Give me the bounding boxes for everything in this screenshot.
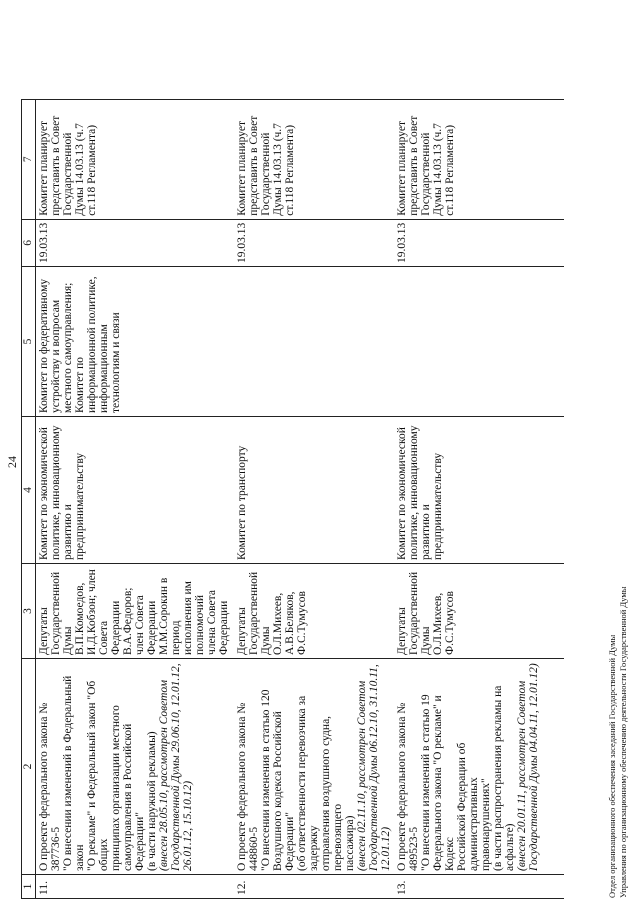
bill-line: "О рекламе" и Федеральный закон "Об общих bbox=[86, 680, 110, 871]
bill-line: отправления воздушного судна, перевозящего bbox=[319, 715, 344, 871]
row-number: 11. bbox=[36, 875, 234, 899]
bill-line: (в части наружной рекламы) bbox=[146, 731, 158, 871]
page-number: 24 bbox=[5, 456, 19, 468]
col-header-7: 7 bbox=[22, 99, 36, 219]
co-committees: Комитет по федеративному устройству и вопросам местного самоуправления; Комитет по информационной политике, информационным технологиям и связи bbox=[36, 267, 234, 417]
responsible-committee: Комитет по транспорту bbox=[234, 417, 394, 564]
header-row bbox=[22, 99, 36, 898]
bill-authors: Депутаты Государственной Думы О.Л.Михеев, Ф.С.Тумусов bbox=[394, 564, 564, 659]
planned-action: Комитет планирует представить в Совет Государственной Думы 14.03.13 (ч.7 ст.118 Регламента) bbox=[36, 99, 234, 219]
bill-authors: Депутаты Государственной Думы В.П.Комоедов, И.Д.Кобзон; член Совета Федерации В.А.Федоров; член Совета Федерации М.М.Сорокин в период исполнения им полномочий члена Совета Федерации bbox=[36, 564, 234, 659]
co-committees bbox=[394, 267, 564, 417]
bill-line: "О внесении изменения в статью 120 bbox=[259, 689, 272, 871]
table-row bbox=[36, 99, 234, 898]
bill-description bbox=[234, 659, 394, 875]
footer-line-2: Управления по организационному обеспечению деятельности Государственной Думы bbox=[618, 586, 628, 898]
bill-line: пассажира) bbox=[343, 815, 356, 871]
bill-line: О проекте федерального закона № 387736-5 bbox=[38, 702, 62, 871]
col-header-2: 2 bbox=[22, 659, 36, 875]
bill-note: (внесен 02.11.10, рассмотрен Советом Государственной Думы 06.12.10, 31.10.11, 12.01.12) bbox=[355, 664, 392, 871]
review-date: 19.03.13 bbox=[394, 219, 564, 266]
bill-line: Воздушного кодекса Российской Федерации" bbox=[271, 711, 296, 871]
col-header-4: 4 bbox=[22, 417, 36, 564]
bill-authors: Депутаты Государственной Думы О.Л.Михеев, А.В.Беляков, Ф.С.Тумусов bbox=[234, 564, 394, 659]
responsible-committee: Комитет по экономической политике, инновационному развитию и предпринимательству bbox=[394, 417, 564, 564]
review-date: 19.03.13 bbox=[36, 219, 234, 266]
col-header-1: 1 bbox=[22, 875, 36, 899]
bill-line: "О внесении изменений в Федеральный закон bbox=[62, 675, 86, 871]
col-header-6: 6 bbox=[22, 219, 36, 266]
bill-line: самоуправления в Российской Федерации" bbox=[122, 723, 146, 871]
table-row bbox=[234, 99, 394, 898]
bill-description bbox=[36, 659, 234, 875]
bill-note: (внесен 28.05.10, рассмотрен Советом Государственной Думы 29.06.10, 12.01.12, 26.01.12, 15.10.12) bbox=[158, 663, 194, 871]
planned-action: Комитет планирует представить в Совет Государственной Думы 14.03.13 (ч.7 ст.118 Регламента) bbox=[394, 99, 564, 219]
bill-line: Федерального закона "О рекламе" и Кодекс bbox=[431, 695, 456, 871]
col-header-3: 3 bbox=[22, 564, 36, 659]
bill-line: (в части распространения рекламы на асфальте) bbox=[491, 685, 516, 871]
bills-table bbox=[21, 99, 564, 899]
bill-description bbox=[394, 659, 564, 875]
bill-line: принципах организации местного bbox=[110, 705, 122, 871]
bill-line: Российской Федерации об административных bbox=[455, 742, 480, 871]
bill-line: "О внесении изменений в статью 19 bbox=[419, 694, 432, 871]
review-date: 19.03.13 bbox=[234, 219, 394, 266]
row-number: 12. bbox=[234, 875, 394, 899]
col-header-5: 5 bbox=[22, 267, 36, 417]
planned-action: Комитет планирует представить в Совет Государственной Думы 14.03.13 (ч.7 ст.118 Регламента) bbox=[234, 99, 394, 219]
responsible-committee: Комитет по экономической политике, инновационному развитию и предпринимательству bbox=[36, 417, 234, 564]
bill-note: (внесен 20.01.11, рассмотрен Советом Государственной Думы 04.04.11, 12.01.12) bbox=[515, 663, 540, 871]
co-committees bbox=[234, 267, 394, 417]
table-row bbox=[394, 99, 564, 898]
bill-line: правонарушениях" bbox=[479, 778, 492, 871]
bill-line: (об ответственности перевозчика за задержку bbox=[295, 695, 320, 871]
bill-line: О проекте федерального закона № 448860-5 bbox=[235, 702, 260, 871]
bill-line: О проекте федерального закона № 489523-5 bbox=[395, 702, 420, 871]
row-number: 13. bbox=[394, 875, 564, 899]
footer-line-1: Отдел организационного обеспечения заседаний Государственной Думы bbox=[607, 634, 617, 898]
